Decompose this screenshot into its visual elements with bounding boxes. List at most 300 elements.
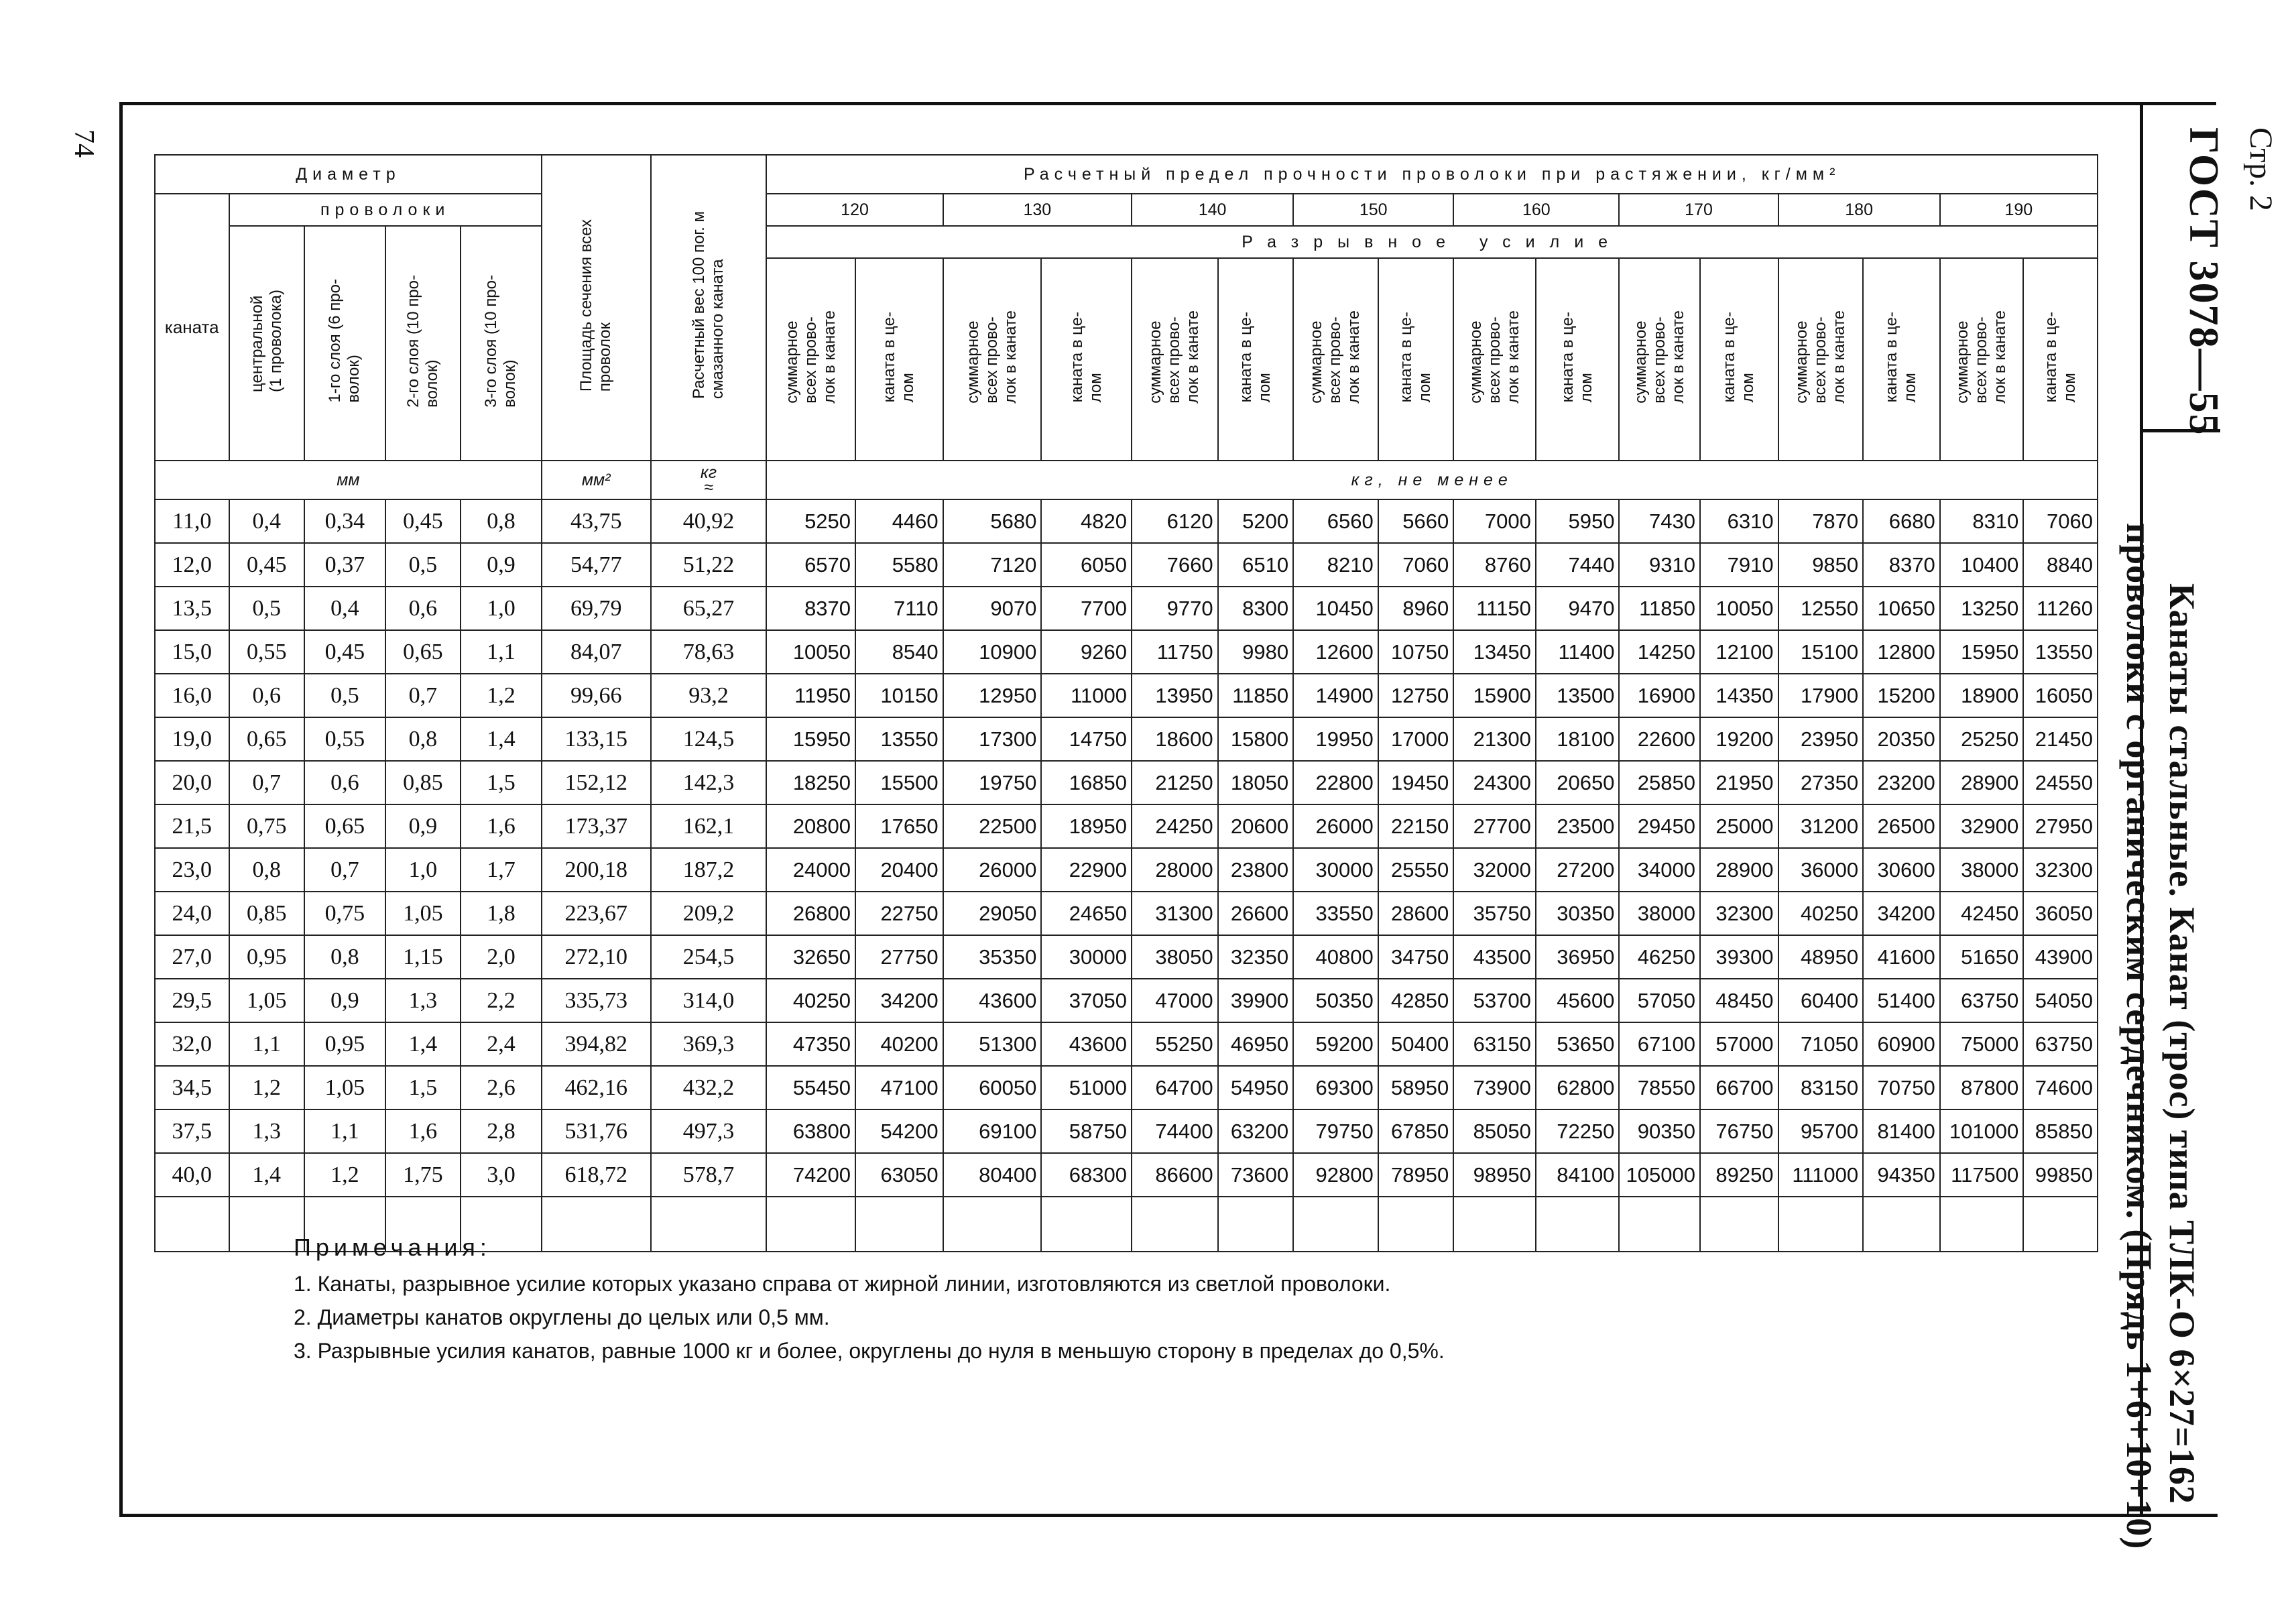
table-cell: 31300 [1132,892,1218,935]
table-cell: 10050 [766,630,855,674]
table-cell: 0,6 [385,587,461,630]
table-cell: 14350 [1700,674,1778,717]
table-cell: 16050 [2023,674,2098,717]
table-cell: 1,8 [461,892,542,935]
header-strength-160: 160 [1453,194,1619,226]
table-cell: 34000 [1619,848,1700,892]
table-cell: 34200 [1863,892,1940,935]
table-cell: 26600 [1218,892,1294,935]
table-cell: 34750 [1378,935,1454,979]
table-cell: 22150 [1378,804,1454,848]
table-cell: 18900 [1940,674,2024,717]
table-cell: 1,0 [385,848,461,892]
table-cell: 43900 [2023,935,2098,979]
table-cell: 76750 [1700,1109,1778,1153]
table-cell: 531,76 [542,1109,651,1153]
table-cell: 67850 [1378,1109,1454,1153]
header-whole-rope-170 [1700,258,1778,461]
table-cell: 27750 [855,935,943,979]
table-cell: 32650 [766,935,855,979]
table-cell: 36950 [1536,935,1620,979]
table-cell: 53650 [1536,1022,1620,1066]
notes-section [294,1234,1445,1368]
table-cell: 30600 [1863,848,1940,892]
side-page-label: Стр. 2 [2243,127,2279,211]
table-cell: 86600 [1132,1153,1218,1197]
table-cell: 1,15 [385,935,461,979]
table-cell: 24300 [1453,761,1536,804]
header-whole-label: каната в це- лом [880,311,918,403]
table-cell: 40,0 [155,1153,229,1197]
empty-cell [1536,1197,1620,1252]
header-sum-wires-180 [1778,258,1864,461]
table-cell: 72250 [1536,1109,1620,1153]
table-cell: 1,1 [461,630,542,674]
table-cell: 79750 [1293,1109,1378,1153]
table-cell: 35350 [943,935,1042,979]
header-layer2-wire-label: 2-го слоя (10 про- волок) [404,274,441,408]
table-cell: 48950 [1778,935,1864,979]
table-cell: 34,5 [155,1066,229,1109]
table-cell: 48450 [1700,979,1778,1022]
table-cell: 29450 [1619,804,1700,848]
table-cell: 54050 [2023,979,2098,1022]
table-cell: 12600 [1293,630,1378,674]
table-row [155,1109,2098,1153]
table-cell: 63750 [1940,979,2024,1022]
header-strength-190: 190 [1940,194,2098,226]
table-cell: 7120 [943,543,1042,587]
table-cell: 335,73 [542,979,651,1022]
table-row [155,674,2098,717]
table-cell: 78950 [1378,1153,1454,1197]
table-cell: 17650 [855,804,943,848]
table-cell: 53700 [1453,979,1536,1022]
table-cell: 65,27 [651,587,767,630]
table-cell: 0,45 [229,543,305,587]
header-whole-label: каната в це- лом [1559,311,1596,403]
header-whole-label: каната в це- лом [1720,311,1758,403]
table-cell: 0,6 [304,761,385,804]
table-cell: 69100 [943,1109,1042,1153]
table-cell: 83150 [1778,1066,1864,1109]
header-breaking-force: Разрывное усилие [766,226,2098,258]
table-cell: 40,92 [651,499,767,543]
table-cell: 58750 [1041,1109,1132,1153]
header-strength-140: 140 [1132,194,1293,226]
table-cell: 9770 [1132,587,1218,630]
table-cell: 40250 [766,979,855,1022]
table-row [155,804,2098,848]
empty-cell [1700,1197,1778,1252]
table-cell: 36050 [2023,892,2098,935]
table-cell: 0,34 [304,499,385,543]
table-cell: 51650 [1940,935,2024,979]
table-cell: 84100 [1536,1153,1620,1197]
header-whole-rope-180 [1863,258,1940,461]
table-cell: 12100 [1700,630,1778,674]
table-cell: 80400 [943,1153,1042,1197]
table-cell: 54950 [1218,1066,1294,1109]
table-cell: 19750 [943,761,1042,804]
table-cell: 47000 [1132,979,1218,1022]
table-cell: 6050 [1041,543,1132,587]
table-cell: 369,3 [651,1022,767,1066]
table-cell: 1,0 [461,587,542,630]
table-cell: 462,16 [542,1066,651,1109]
table-cell: 142,3 [651,761,767,804]
empty-cell [1778,1197,1864,1252]
table-cell: 8210 [1293,543,1378,587]
table-cell: 9980 [1218,630,1294,674]
table-cell: 0,5 [304,674,385,717]
table-cell: 68300 [1041,1153,1132,1197]
empty-cell [1940,1197,2024,1252]
header-whole-label: каната в це- лом [2041,311,2079,403]
table-cell: 187,2 [651,848,767,892]
table-cell: 32,0 [155,1022,229,1066]
table-row [155,1066,2098,1109]
table-cell: 74200 [766,1153,855,1197]
table-cell: 9310 [1619,543,1700,587]
table-cell: 37050 [1041,979,1132,1022]
table-cell: 28600 [1378,892,1454,935]
table-cell: 5950 [1536,499,1620,543]
table-cell: 0,37 [304,543,385,587]
table-cell: 40800 [1293,935,1378,979]
table-cell: 12750 [1378,674,1454,717]
table-cell: 12,0 [155,543,229,587]
table-cell: 9070 [943,587,1042,630]
table-cell: 99850 [2023,1153,2098,1197]
table-cell: 60900 [1863,1022,1940,1066]
header-strength-170: 170 [1619,194,1778,226]
table-cell: 0,7 [385,674,461,717]
header-sum-label: суммарное всех прово- лок в канате [964,310,1020,404]
table-cell: 38000 [1940,848,2024,892]
empty-cell [1453,1197,1536,1252]
table-cell: 11000 [1041,674,1132,717]
table-cell: 19,0 [155,717,229,761]
table-cell: 618,72 [542,1153,651,1197]
table-cell: 0,55 [229,630,305,674]
empty-cell [2023,1197,2098,1252]
table-cell: 30000 [1041,935,1132,979]
table-cell: 0,45 [304,630,385,674]
table-cell: 105000 [1619,1153,1700,1197]
table-cell: 25550 [1378,848,1454,892]
table-cell: 7660 [1132,543,1218,587]
table-cell: 17300 [943,717,1042,761]
empty-cell [1863,1197,1940,1252]
table-cell: 5580 [855,543,943,587]
table-row [155,979,2098,1022]
table-cell: 17000 [1378,717,1454,761]
table-cell: 19450 [1378,761,1454,804]
header-whole-label: каната в це- лом [1067,311,1105,403]
table-cell: 94350 [1863,1153,1940,1197]
header-layer1-wire [304,226,385,461]
table-cell: 21450 [2023,717,2098,761]
table-cell: 11850 [1218,674,1294,717]
table-cell: 98950 [1453,1153,1536,1197]
table-cell: 40250 [1778,892,1864,935]
table-cell: 1,05 [229,979,305,1022]
table-cell: 8300 [1218,587,1294,630]
table-cell: 5680 [943,499,1042,543]
table-cell: 5660 [1378,499,1454,543]
table-cell: 43600 [1041,1022,1132,1066]
table-cell: 26000 [943,848,1042,892]
table-cell: 36000 [1778,848,1864,892]
table-cell: 99,66 [542,674,651,717]
table-cell: 24250 [1132,804,1218,848]
table-cell: 51000 [1041,1066,1132,1109]
table-cell: 6120 [1132,499,1218,543]
table-cell: 39900 [1218,979,1294,1022]
header-weight-label: Расчетный вес 100 пог. м смазанного каната [689,211,727,400]
table-cell: 1,1 [304,1109,385,1153]
table-cell: 24,0 [155,892,229,935]
table-cell: 71050 [1778,1022,1864,1066]
table-cell: 90350 [1619,1109,1700,1153]
header-strength: Расчетный предел прочности проволоки при растяжении, кг/мм² [766,155,2098,194]
header-sum-label: суммарное всех прово- лок в канате [1466,310,1522,404]
table-cell: 11950 [766,674,855,717]
header-wire: проволоки [229,194,542,226]
table-cell: 0,4 [304,587,385,630]
table-cell: 1,3 [229,1109,305,1153]
table-cell: 64700 [1132,1066,1218,1109]
table-cell: 23500 [1536,804,1620,848]
table-cell: 69300 [1293,1066,1378,1109]
table-cell: 38000 [1619,892,1700,935]
table-cell: 25250 [1940,717,2024,761]
table-cell: 6680 [1863,499,1940,543]
table-cell: 0,5 [385,543,461,587]
table-cell: 8760 [1453,543,1536,587]
table-cell: 20600 [1218,804,1294,848]
table-cell: 2,2 [461,979,542,1022]
table-cell: 47350 [766,1022,855,1066]
table-cell: 54,77 [542,543,651,587]
table-cell: 2,4 [461,1022,542,1066]
table-cell: 51400 [1863,979,1940,1022]
table-cell: 7060 [1378,543,1454,587]
table-cell: 0,8 [229,848,305,892]
table-cell: 22750 [855,892,943,935]
table-cell: 0,9 [461,543,542,587]
header-area [542,155,651,461]
table-cell: 162,1 [651,804,767,848]
header-sum-wires-130 [943,258,1042,461]
table-row [155,587,2098,630]
table-cell: 111000 [1778,1153,1864,1197]
table-cell: 1,6 [461,804,542,848]
header-whole-rope-120 [855,258,943,461]
header-sum-label: суммарное всех прово- лок в канате [782,310,839,404]
table-cell: 1,3 [385,979,461,1022]
table-cell: 11,0 [155,499,229,543]
table-cell: 12550 [1778,587,1864,630]
table-row [155,1153,2098,1197]
table-cell: 31200 [1778,804,1864,848]
table-cell: 85850 [2023,1109,2098,1153]
table-cell: 78,63 [651,630,767,674]
header-whole-label: каната в це- лом [1397,311,1434,403]
table-cell: 10450 [1293,587,1378,630]
document-title-line2: проволоки с органическим сердечником. (Прядь 1+6+10+10) [2119,523,2159,1550]
unit-mm2: мм² [542,461,651,499]
table-cell: 30000 [1293,848,1378,892]
table-cell: 4460 [855,499,943,543]
table-cell: 25000 [1700,804,1778,848]
table-cell: 16850 [1041,761,1132,804]
table-cell: 26000 [1293,804,1378,848]
table-cell: 7060 [2023,499,2098,543]
table-cell: 20,0 [155,761,229,804]
page-frame-top [119,102,2216,105]
table-cell: 26800 [766,892,855,935]
table-cell: 2,6 [461,1066,542,1109]
header-whole-rope-190 [2023,258,2098,461]
table-cell: 133,15 [542,717,651,761]
table-cell: 1,1 [229,1022,305,1066]
table-cell: 10050 [1700,587,1778,630]
table-cell: 10750 [1378,630,1454,674]
table-cell: 7110 [855,587,943,630]
table-cell: 55250 [1132,1022,1218,1066]
table-cell: 10400 [1940,543,2024,587]
table-cell: 85050 [1453,1109,1536,1153]
table-cell: 62800 [1536,1066,1620,1109]
table-cell: 46950 [1218,1022,1294,1066]
table-cell: 13550 [855,717,943,761]
table-cell: 15950 [1940,630,2024,674]
table-cell: 46250 [1619,935,1700,979]
table-cell: 95700 [1778,1109,1864,1153]
header-center-wire [229,226,305,461]
table-cell: 22900 [1041,848,1132,892]
table-cell: 28900 [1940,761,2024,804]
table-cell: 8310 [1940,499,2024,543]
table-cell: 19950 [1293,717,1378,761]
table-cell: 70750 [1863,1066,1940,1109]
table-cell: 25850 [1619,761,1700,804]
header-whole-label: каната в це- лом [1236,311,1274,403]
table-cell: 7000 [1453,499,1536,543]
table-cell: 54200 [855,1109,943,1153]
table-cell: 63750 [2023,1022,2098,1066]
header-sum-label: суммарное всех прово- лок в канате [1631,310,1687,404]
table-cell: 1,5 [461,761,542,804]
header-layer1-wire-label: 1-го слоя (6 про- волок) [326,279,363,403]
header-sum-wires-170 [1619,258,1700,461]
table-cell: 27200 [1536,848,1620,892]
table-cell: 314,0 [651,979,767,1022]
table-cell: 73900 [1453,1066,1536,1109]
table-cell: 20650 [1536,761,1620,804]
table-cell: 10150 [855,674,943,717]
table-cell: 1,4 [229,1153,305,1197]
table-cell: 1,4 [461,717,542,761]
table-cell: 13250 [1940,587,2024,630]
table-cell: 8370 [766,587,855,630]
table-cell: 11750 [1132,630,1218,674]
unit-mm: мм [155,461,542,499]
table-cell: 0,65 [304,804,385,848]
table-cell: 0,8 [304,935,385,979]
table-cell: 23800 [1218,848,1294,892]
table-cell: 0,9 [304,979,385,1022]
table-cell: 0,55 [304,717,385,761]
table-cell: 74600 [2023,1066,2098,1109]
table-cell: 32300 [2023,848,2098,892]
table-cell: 0,65 [229,717,305,761]
page-number: 74 [68,129,99,158]
table-cell: 1,2 [229,1066,305,1109]
table-cell: 101000 [1940,1109,2024,1153]
table-cell: 27350 [1778,761,1864,804]
table-cell: 21250 [1132,761,1218,804]
table-body [155,499,2098,1252]
table-cell: 1,5 [385,1066,461,1109]
table-cell: 9850 [1778,543,1864,587]
table-cell: 0,75 [304,892,385,935]
header-whole-rope-140 [1218,258,1294,461]
table-cell: 43600 [943,979,1042,1022]
table-cell: 20400 [855,848,943,892]
table-cell: 8960 [1378,587,1454,630]
header-sum-wires-160 [1453,258,1536,461]
header-strength-120: 120 [766,194,943,226]
table-cell: 0,7 [304,848,385,892]
page-frame-left [119,102,123,1516]
table-cell: 15,0 [155,630,229,674]
table-cell: 55450 [766,1066,855,1109]
table-cell: 27,0 [155,935,229,979]
table-cell: 29,5 [155,979,229,1022]
table-cell: 0,4 [229,499,305,543]
table-cell: 4820 [1041,499,1132,543]
header-sum-wires-190 [1940,258,2024,461]
table-cell: 78550 [1619,1066,1700,1109]
table-cell: 69,79 [542,587,651,630]
table-cell: 43,75 [542,499,651,543]
table-cell: 2,0 [461,935,542,979]
table-cell: 10650 [1863,587,1940,630]
header-strength-130: 130 [943,194,1132,226]
table-cell: 22800 [1293,761,1378,804]
table-cell: 27700 [1453,804,1536,848]
table-cell: 3,0 [461,1153,542,1197]
header-whole-rope-150 [1378,258,1454,461]
note-item: 3. Разрывные усилия канатов, равные 1000 кг и более, округлены до нуля в меньшую сторону в пределах до 0,5%. [294,1339,1445,1363]
table-cell: 92800 [1293,1153,1378,1197]
table-cell: 50350 [1293,979,1378,1022]
table-cell: 15900 [1453,674,1536,717]
note-item: 2. Диаметры канатов округлены до целых или 0,5 мм. [294,1305,830,1329]
table-cell: 15950 [766,717,855,761]
table-cell: 66700 [1700,1066,1778,1109]
table-cell: 7910 [1700,543,1778,587]
table-row [155,892,2098,935]
table-cell: 200,18 [542,848,651,892]
table-cell: 13500 [1536,674,1620,717]
table-cell: 51300 [943,1022,1042,1066]
table-cell: 0,95 [229,935,305,979]
table-cell: 124,5 [651,717,767,761]
